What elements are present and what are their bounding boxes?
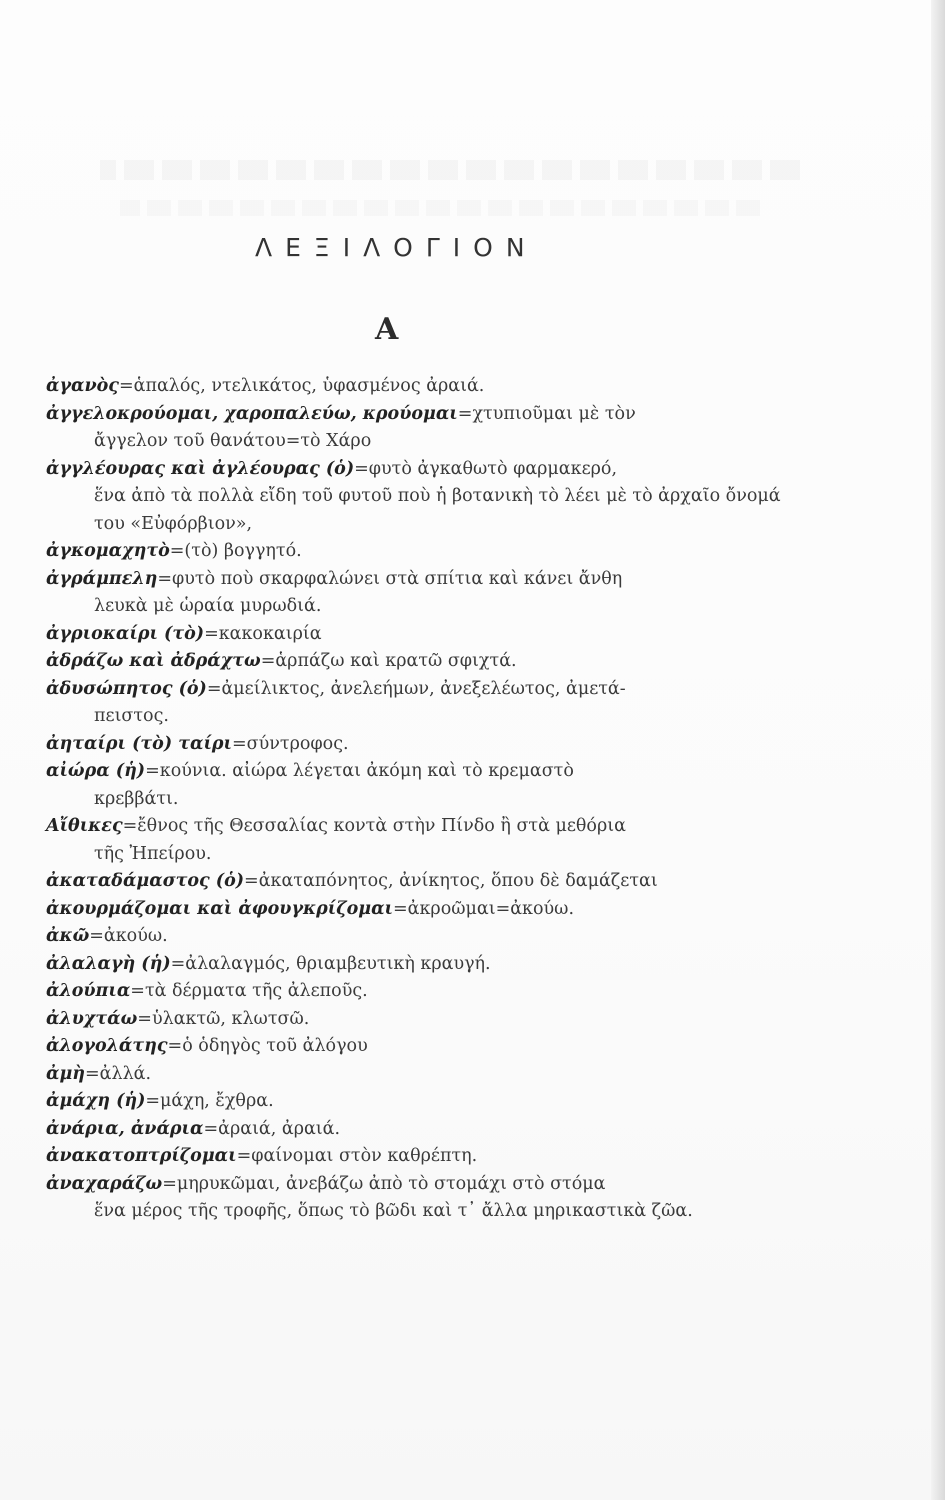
glossary-entry <box>46 1116 791 1144</box>
glossary-entry <box>46 1033 791 1061</box>
glossary-entry <box>46 1006 791 1034</box>
glossary-entry <box>46 401 791 456</box>
entry-definition: =ἀκροῶμαι=ἀκούω. <box>393 898 575 919</box>
glossary-entry <box>46 758 791 813</box>
entry-definition: =κούνια. αἰώρα λέγεται ἀκόμη καὶ τὸ κρεμαστὸ <box>145 761 574 781</box>
page-edge <box>931 0 945 1500</box>
entry-definition: =ὁ ὁδηγὸς τοῦ ἀλόγου <box>167 1036 368 1056</box>
entry-headword: ἀγριοκαίρι (τὸ) <box>46 623 205 644</box>
entry-headword: ἀμάχη (ἡ) <box>46 1091 146 1111</box>
glossary-entry <box>46 813 791 868</box>
entry-continuation: πειστος. <box>94 706 169 726</box>
entry-headword: ἀδράζω καὶ ἀδράχτω <box>46 651 261 671</box>
entry-headword: Αἴθικες <box>46 816 123 836</box>
entry-continuation: λευκὰ μὲ ὡραία μυρωδιά. <box>94 596 322 616</box>
entry-definition: =ἀκαταπόνητος, ἀνίκητος, ὅπου δὲ δαμάζεται <box>244 871 658 891</box>
glossary-entry <box>46 1171 791 1226</box>
entry-definition: =ἁπαλός, ντελικάτος, ὑφασμένος ἀραιά. <box>118 376 485 396</box>
entry-definition: =κακοκαιρία <box>204 623 322 644</box>
entry-headword: ἀγράμπελη <box>46 568 158 589</box>
glossary-list <box>46 373 791 1226</box>
entry-headword: ἀλυχτάω <box>46 1008 138 1029</box>
glossary-entry <box>46 896 791 924</box>
glossary-entry <box>46 1143 791 1171</box>
entry-definition: =φαίνομαι στὸν καθρέπτη. <box>236 1146 478 1166</box>
glossary-entry <box>46 923 791 951</box>
entry-headword: ἀνάρια, ἀνάρια <box>46 1118 204 1139</box>
entry-definition: =τὰ δέρματα τῆς ἀλεποῦς. <box>130 981 368 1001</box>
bleed-through-2 <box>120 200 760 216</box>
entry-headword: ἀκαταδάμαστος (ὁ) <box>46 871 245 891</box>
entry-definition: =σύντροφος. <box>232 733 349 754</box>
entry-definition: =(τὸ) βογγητό. <box>169 541 302 561</box>
entry-continuation: ἄγγελον τοῦ θανάτου=τὸ Χάρο <box>94 431 372 451</box>
entry-headword: αἰώρα (ἡ) <box>46 761 146 781</box>
entry-headword: ἀδυσώπητος (ὁ) <box>46 678 207 699</box>
glossary-entry <box>46 978 791 1006</box>
glossary-entry <box>46 621 791 649</box>
entry-definition: =φυτὸ ἀγκαθωτὸ φαρμακερό, <box>354 458 618 479</box>
entry-definition: =φυτὸ ποὺ σκαρφαλώνει στὰ σπίτια καὶ κάνει ἄνθη <box>157 568 623 589</box>
entry-definition: =ἀμείλικτος, ἀνελεήμων, ἀνεξελέωτος, ἀμετά- <box>206 678 626 699</box>
entry-continuation: κρεββάτι. <box>94 788 179 809</box>
glossary-entry <box>46 868 791 896</box>
glossary-entry <box>46 373 791 401</box>
entry-headword: ἀγκομαχητὸ <box>46 541 170 561</box>
section-letter: Α <box>375 312 399 347</box>
entry-headword: ἀνακατοπτρίζομαι <box>46 1146 237 1166</box>
entry-headword: ἀλογολάτης <box>46 1036 168 1056</box>
entry-definition: =ὑλακτῶ, κλωτσῶ. <box>137 1008 310 1029</box>
entry-definition: =ἀραιά, ἀραιά. <box>203 1118 341 1139</box>
glossary-entry <box>46 1061 791 1089</box>
entry-headword: ἀηταίρι (τὸ) ταίρι <box>46 733 233 754</box>
entry-headword: ἀγγλέουρας καὶ ἀγλέουρας (ὁ) <box>46 458 355 479</box>
glossary-entry <box>46 456 791 539</box>
entry-continuation: ἕνα μέρος τῆς τροφῆς, ὅπως τὸ βῶδι καὶ τ᾽ ἄλλα μηρικαστικὰ ζῶα. <box>94 1201 693 1221</box>
entry-continuation: τῆς Ἠπείρου. <box>94 843 212 864</box>
entry-definition: =μηρυκῶμαι, ἀνεβάζω ἀπὸ τὸ στομάχι στὸ στόμα <box>162 1173 606 1194</box>
entry-headword: ἀναχαράζω <box>46 1173 163 1194</box>
entry-continuation: ἕνα ἀπὸ τὰ πολλὰ εἴδη τοῦ φυτοῦ ποὺ ἡ βοτανικὴ τὸ λέει μὲ τὸ ἀρχαῖο ὄνομά του «Εὐφόρβιον», <box>94 486 781 534</box>
glossary-entry <box>46 648 791 676</box>
entry-definition: =ἁρπάζω καὶ κρατῶ σφιχτά. <box>260 651 517 671</box>
bleed-through-1 <box>100 160 800 180</box>
entry-definition: =ἀκούω. <box>89 926 168 946</box>
glossary-entry <box>46 951 791 979</box>
entry-definition: =χτυπιοῦμαι μὲ τὸν <box>457 403 636 424</box>
entry-definition: =ἔθνος τῆς Θεσσαλίας κοντὰ στὴν Πίνδο ἢ στὰ μεθόρια <box>122 816 626 836</box>
entry-headword: ἀλούπια <box>46 981 131 1001</box>
glossary-entry <box>46 538 791 566</box>
entry-headword: ἀγανὸς <box>46 376 119 396</box>
entry-definition: =ἀλαλαγμός, θριαμβευτικὴ κραυγή. <box>170 953 491 974</box>
entry-definition: =ἀλλά. <box>85 1063 152 1084</box>
entry-definition: =μάχη, ἔχθρα. <box>145 1091 274 1111</box>
entry-headword: ἀκῶ <box>46 926 90 946</box>
entry-headword: ἀκουρμάζομαι καὶ ἀφουγκρίζομαι <box>46 898 394 919</box>
entry-headword: ἀγγελοκρούομαι, χαροπαλεύω, κρούομαι <box>46 403 458 424</box>
entry-headword: ἀλαλαγὴ (ἡ) <box>46 953 171 974</box>
glossary-entry <box>46 566 791 621</box>
glossary-entry <box>46 731 791 759</box>
glossary-entry <box>46 1088 791 1116</box>
page-title: ΛΕΞΙΛΟΓΙΟΝ <box>255 233 538 262</box>
glossary-entry <box>46 676 791 731</box>
entry-headword: ἀμὴ <box>46 1063 85 1084</box>
